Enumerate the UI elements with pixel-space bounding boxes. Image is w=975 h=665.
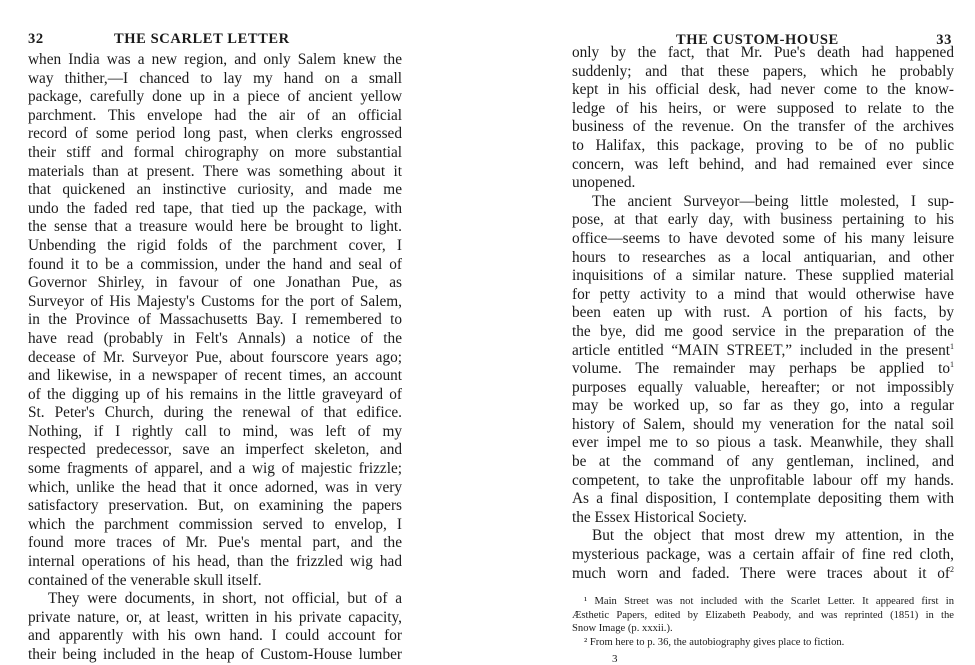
text-line: and likewise, in a newspaper of recent times, an account [28, 367, 402, 385]
page-number: 33 [936, 32, 952, 48]
text-line: Nothing, if I rightly call to mind, was left of my [28, 422, 402, 440]
text-line: St. Peter's Church, during the renewal of that edifice. [28, 404, 402, 422]
text-line: of the digging up of his remains in the little graveyard of [28, 385, 402, 403]
text-line: only by the fact, that Mr. Pue's death had happened [572, 44, 954, 61]
text-line-content: much worn and faded. There were traces about it of [572, 564, 950, 582]
footnotes [572, 595, 954, 649]
text-line: record of some period long past, when clerks engrossed [28, 125, 402, 143]
text-line: hours to researches as a local antiquarian, and other [572, 248, 954, 266]
text-line: As a final disposition, I contemplate depositing them with [572, 490, 954, 508]
text-line: contained of the venerable skull itself. [28, 571, 262, 589]
text-line: undo the faded red tape, that tied up the package, with [28, 199, 402, 217]
footnote-marker: 2 [950, 564, 954, 574]
running-head: THE SCARLET LETTER [114, 31, 290, 47]
text-line: Surveyor of His Majesty's Customs for the port of Salem, [28, 292, 402, 310]
text-line: competent, to take the unprofitable labour off my hands. [572, 471, 954, 489]
text-line: to Halifax, this package, proving to be of no public [572, 136, 954, 154]
text-line: found more traces of Mr. Pue's mental part, and the [28, 534, 402, 552]
text-line-content: article entitled “MAIN STREET,” included in the present [572, 341, 950, 359]
right-page-header [572, 32, 954, 52]
text-line: have read (probably in Felt's Annals) a notice of the [28, 329, 402, 347]
text-line: ever impel me to so pious a task. Meanwhile, they shall [572, 434, 954, 452]
text-line: the sense that a treasure would here be brought to light. [28, 218, 402, 236]
footnote-line: Snow Image (p. xxxii.). [572, 623, 673, 635]
text-line: history of Salem, should my veneration for the natal soil [572, 415, 954, 433]
footnote-marker: 1 [950, 341, 954, 351]
text-line: The ancient Surveyor—being little molested, I sup- [592, 192, 954, 210]
footnote-line: ¹ Main Street was not included with the Scarlet Letter. It appeared first in [584, 596, 954, 608]
left-page-body [28, 51, 402, 665]
footnote-marker: 1 [950, 360, 954, 370]
text-line: which, unlike the head that it once adorned, was in very [28, 478, 402, 496]
text-line: business of the revenue. On the transfer of the archives [572, 118, 954, 136]
text-line [572, 360, 954, 379]
left-page-header [28, 31, 402, 51]
text-line: satisfactory preservation. But, on examining the papers [28, 497, 402, 515]
text-line: parchment. This envelope had the air of an official [28, 106, 402, 124]
text-line: been eaten up with rust. A portion of his facts, by [572, 304, 954, 322]
right-page [572, 0, 954, 665]
text-line: the Essex Historical Society. [572, 508, 747, 526]
text-line: purposes equally valuable, hereafter; or not impossibly [572, 378, 954, 396]
page-number: 32 [28, 31, 44, 47]
text-line: for petty activity to a mind that would otherwise have [572, 285, 954, 303]
text-line: office—seems to have devoted some of his many leisure [572, 229, 954, 247]
text-line-content: volume. The remainder may perhaps be applied to [572, 360, 950, 378]
footnote-line: Æsthetic Papers, edited by Elizabeth Peabody, and was reprinted (1851) in the [572, 609, 954, 621]
text-line: concern, was left behind, and had remained ever since [572, 155, 954, 173]
text-line: mysterious package, was a certain affair of fine red cloth, [572, 546, 954, 564]
left-page [28, 0, 402, 665]
text-line: ledge of his heirs, or were supposed to relate to the [572, 99, 954, 117]
text-line: that quickened an instinctive curiosity, and made me [28, 181, 402, 199]
text-line: be at the command of any gentleman, inclined, and [572, 453, 954, 471]
text-line: may be worked up, so far as they go, into a regular [572, 397, 954, 415]
text-line: inquisitions of a similar nature. These supplied material [572, 267, 954, 285]
text-line: private nature, or, at least, written in his private capacity, [28, 608, 402, 626]
text-line: suddenly; and that these papers, which he probably [572, 62, 954, 80]
text-line: and apparently with his own hand. I could account for [28, 627, 402, 645]
text-line: They were documents, in short, not official, but of a [48, 590, 402, 608]
text-line: the bye, did me good service in the preparation of the [572, 322, 954, 340]
text-line: in the Province of Massachusetts Bay. I remembered to [28, 311, 402, 329]
text-line: decease of Mr. Surveyor Pue, about fourscore years ago; [28, 348, 402, 366]
text-line [572, 342, 954, 361]
text-line: their stiff and formal chirography on more substantial [28, 143, 402, 161]
text-line: internal operations of his head, than the frizzled wig had [28, 553, 402, 571]
signature-mark: 3 [612, 653, 618, 665]
text-line: pose, at that early day, with business pertaining to his [572, 211, 954, 229]
text-line: materials than at present. There was something about it [28, 162, 402, 180]
text-line: kept in his official desk, had never come to the know- [572, 81, 954, 99]
running-head: THE CUSTOM-HOUSE [676, 32, 839, 48]
footnote-line: ² From here to p. 36, the autobiography gives place to fiction. [584, 636, 845, 648]
text-line: found it to be a commission, under the hand and seal of [28, 255, 402, 273]
text-line [572, 565, 954, 584]
text-line: But the object that most drew my attention, in the [592, 527, 954, 545]
text-line: some fragments of apparel, and a wig of majestic frizzle; [28, 460, 402, 478]
right-page-body [572, 44, 954, 583]
text-line: when India was a new region, and only Salem knew the [28, 51, 402, 68]
text-line: unopened. [572, 174, 636, 192]
text-line: Unbending the rigid folds of the parchment cover, I [28, 236, 402, 254]
text-line: Governor Shirley, in favour of one Jonathan Pue, as [28, 274, 402, 292]
text-line: which the parchment commission served to envelop, I [28, 515, 402, 533]
text-line: respected predecessor, save an imperfect skeleton, and [28, 441, 402, 459]
text-line: way thither,—I chanced to lay my hand on a small [28, 69, 402, 87]
text-line: package, carefully done up in a piece of ancient yellow [28, 88, 402, 106]
text-line: their being included in the heap of Custom-House lumber [28, 646, 402, 663]
